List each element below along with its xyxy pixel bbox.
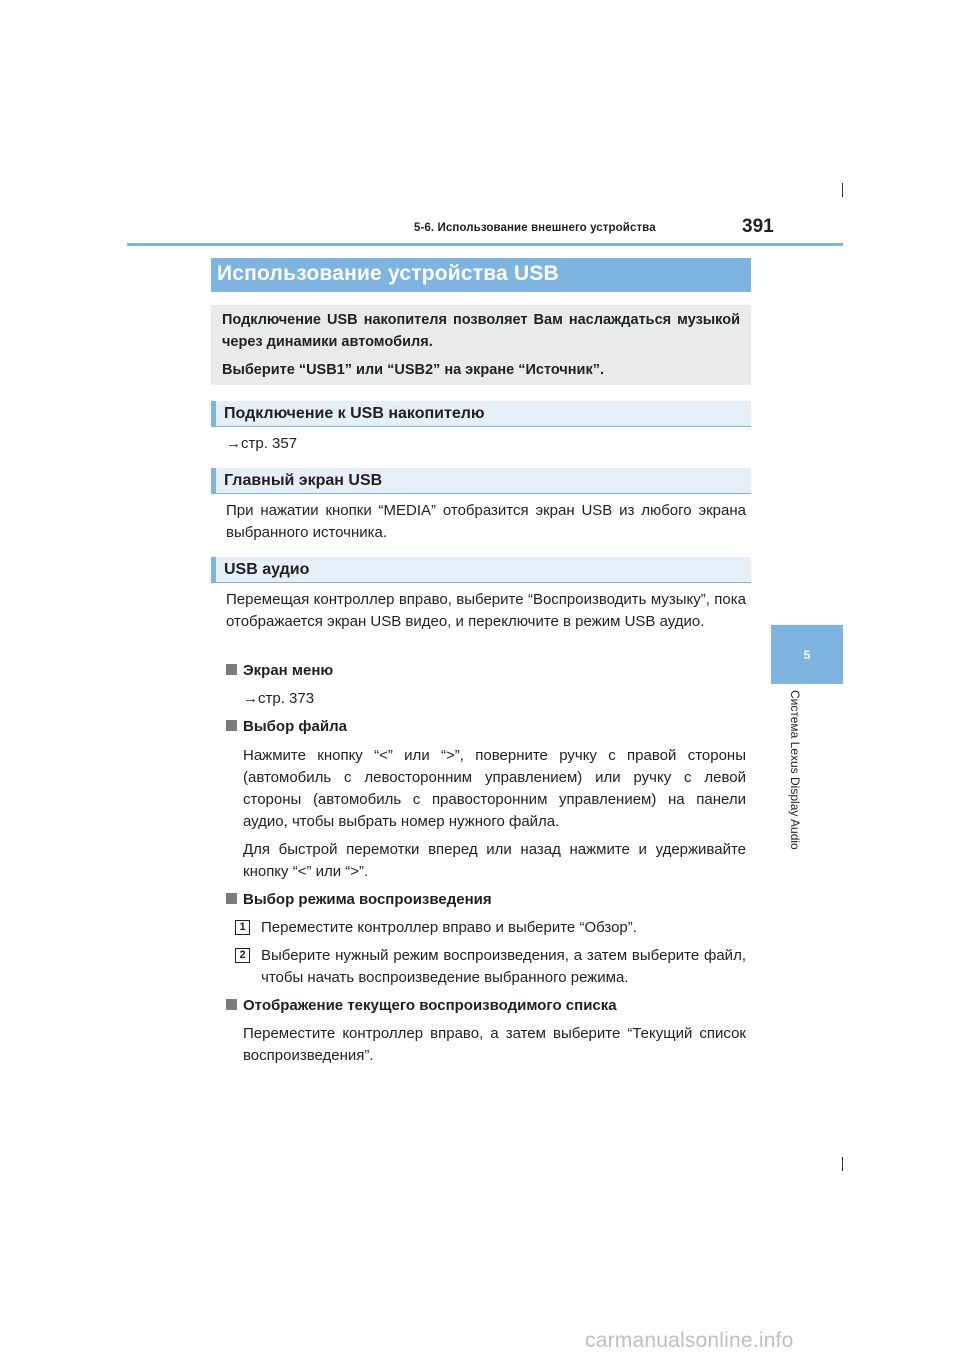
section-heading-main-screen-text: Главный экран USB xyxy=(224,472,383,489)
step-number-2: 2 xyxy=(235,948,250,963)
intro-box xyxy=(211,305,751,385)
file-select-heading xyxy=(226,716,347,738)
step-1 xyxy=(261,917,746,939)
arrow-icon: → xyxy=(243,690,258,707)
playlist-heading xyxy=(226,995,617,1017)
step-2 xyxy=(261,945,746,989)
playlist-text xyxy=(243,1023,746,1067)
playlist-heading-text: Отображение текущего воспроизводимого списка xyxy=(243,997,617,1014)
header-rule xyxy=(127,243,843,246)
usb-audio-paragraph: Перемещая контроллер вправо, выберите “Воспроизводить музыку”, пока отображается экран USB видео, и переключите в режим USB аудио. xyxy=(226,591,746,630)
watermark: carmanualsonline.info xyxy=(585,1329,794,1352)
file-select-paragraph-1: Нажмите кнопку “<” или “>”, поверните ручку с правой стороны (автомобиль с левосторонним управлением) или ручку с левой стороны (автомобиль с правосторонним управлением) на панели аудио, чтобы выбрать номер нужного файла. xyxy=(243,747,746,830)
step-1-text: Переместите контроллер вправо и выберите “Обзор”. xyxy=(261,919,637,936)
crop-mark-top xyxy=(842,183,843,197)
square-bullet-icon xyxy=(226,999,237,1010)
menu-ref-link[interactable]: стр. 373 xyxy=(258,690,315,707)
main-screen-paragraph: При нажатии кнопки “MEDIA” отобразится экран USB из любого экрана выбранного источника. xyxy=(226,502,746,541)
usb-audio-text xyxy=(226,589,746,633)
square-bullet-icon xyxy=(226,893,237,904)
square-bullet-icon xyxy=(226,720,237,731)
page-title-bar xyxy=(211,258,751,292)
chapter-number: 5 xyxy=(803,647,811,662)
arrow-icon: → xyxy=(226,435,241,452)
menu-screen-heading-text: Экран меню xyxy=(243,662,334,679)
file-select-text-2 xyxy=(243,839,746,883)
file-select-text-1 xyxy=(243,745,746,833)
page-title: Использование устройства USB xyxy=(217,262,559,285)
step-2-text: Выберите нужный режим воспроизведения, а затем выберите файл, чтобы начать воспроизведение выбранного режима. xyxy=(261,947,746,986)
step-number-1: 1 xyxy=(235,920,250,935)
playlist-paragraph: Переместите контроллер вправо, а затем выберите “Текущий список воспроизведения”. xyxy=(243,1025,746,1064)
section-heading-connect-text: Подключение к USB накопителю xyxy=(224,405,485,422)
chapter-side-label xyxy=(789,690,805,880)
section-heading-usb-audio-text: USB аудио xyxy=(224,561,310,578)
menu-screen-heading xyxy=(226,660,333,682)
chapter-tab xyxy=(771,625,843,684)
intro-line-2: Выберите “USB1” или “USB2” на экране “Источник”. xyxy=(222,362,604,378)
square-bullet-icon xyxy=(226,664,237,675)
menu-screen-reference xyxy=(243,688,746,710)
main-screen-text xyxy=(226,500,746,544)
mode-select-heading-text: Выбор режима воспроизведения xyxy=(243,891,492,908)
chapter-side-text: Система Lexus Display Audio xyxy=(788,690,802,850)
crop-mark-bottom xyxy=(842,1157,843,1171)
file-select-paragraph-2: Для быстрой перемотки вперед или назад нажмите и удерживайте кнопку “<” или “>”. xyxy=(243,841,746,880)
mode-select-heading xyxy=(226,889,492,911)
section-heading-connect xyxy=(211,401,751,427)
intro-line-1: Подключение USB накопителя позволяет Вам наслаждаться музыкой через динамики автомобиля. xyxy=(222,312,740,350)
file-select-heading-text: Выбор файла xyxy=(243,718,347,735)
running-header-section: 5-6. Использование внешнего устройства xyxy=(414,222,656,234)
connect-ref-link[interactable]: стр. 357 xyxy=(241,435,298,452)
page-number: 391 xyxy=(742,216,774,237)
section-heading-usb-audio xyxy=(211,557,751,583)
connect-reference xyxy=(226,433,746,455)
section-heading-main-screen xyxy=(211,468,751,494)
